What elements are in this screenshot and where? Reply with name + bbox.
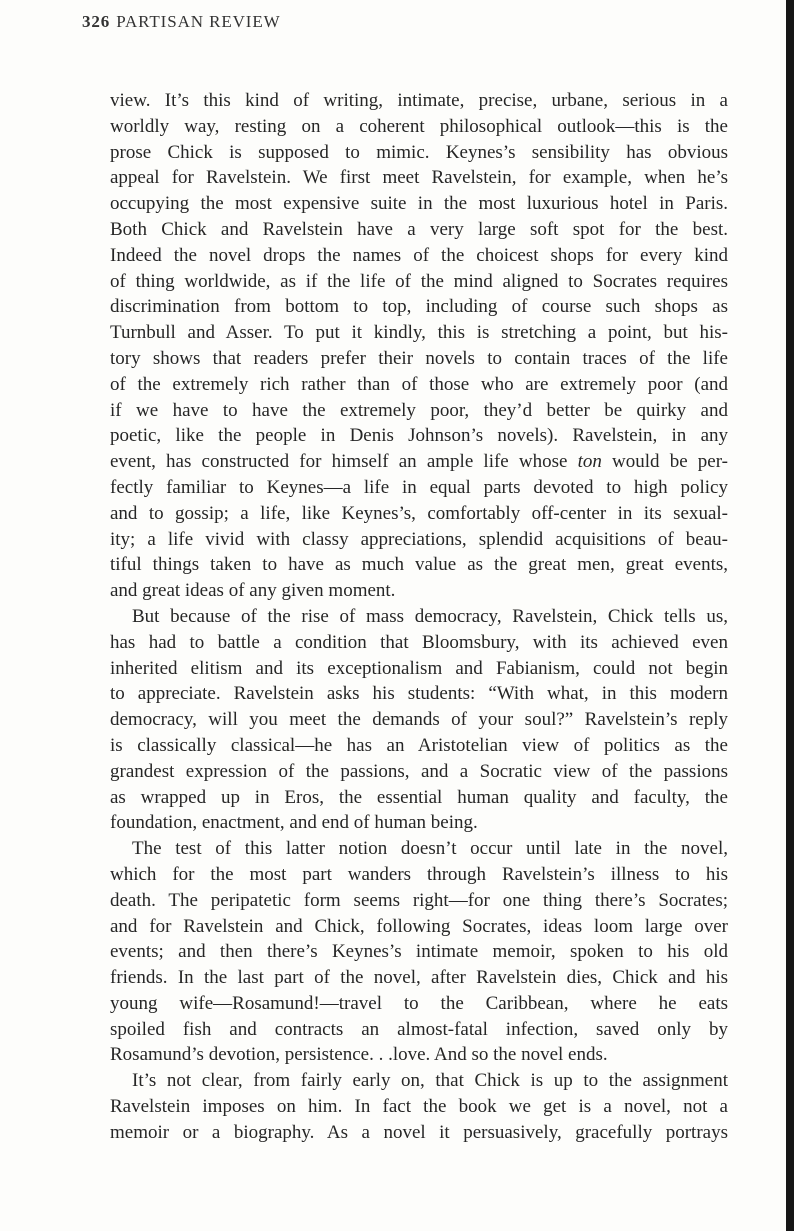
text-line: and to gossip; a life, like Keynes’s, comfortably off-center in its sexual- [110, 502, 728, 524]
italic-word: ton [577, 451, 602, 473]
paragraph [110, 88, 728, 604]
text-line: death. The peripatetic form seems right—for one thing there’s Socrates; [110, 889, 728, 911]
text-line: of the extremely rich rather than of those who are extremely poor (and [110, 373, 728, 395]
text-line: discrimination from bottom to top, including of course such shops as [110, 296, 728, 318]
text-line: occupying the most expensive suite in the most luxurious hotel in Paris. [110, 193, 728, 215]
text-line: grandest expression of the passions, and a Socratic view of the passions [110, 760, 728, 782]
text-line: fectly familiar to Keynes—a life in equal parts devoted to high policy [110, 476, 728, 498]
text-line: tiful things taken to have as much value as the great men, great events, [110, 554, 728, 576]
text-line: The test of this latter notion doesn’t occur until late in the novel, [132, 838, 728, 860]
paragraph [110, 836, 728, 1068]
running-head [82, 12, 281, 32]
text-line: democracy, will you meet the demands of your soul?” Ravelstein’s reply [110, 709, 728, 731]
text-line: Rosamund’s devotion, persistence. . .love. And so the novel ends. [110, 1044, 608, 1066]
paragraph [110, 1068, 728, 1145]
text-line: Both Chick and Ravelstein have a very large soft spot for the best. [110, 218, 728, 240]
text-line: view. It’s this kind of writing, intimate, precise, urbane, serious in a [110, 90, 728, 111]
text-line: and great ideas of any given moment. [110, 580, 396, 602]
page-number: 326 [82, 12, 111, 31]
paragraph [110, 604, 728, 836]
text-line: and for Ravelstein and Chick, following Socrates, ideas loom large over [110, 915, 728, 937]
text-line: inherited elitism and its exceptionalism and Fabianism, could not begin [110, 657, 728, 679]
text-line: has had to battle a condition that Bloomsbury, with its achieved even [110, 631, 728, 653]
text-line: as wrapped up in Eros, the essential human quality and faculty, the [110, 786, 728, 808]
text-run: event, has constructed for himself an ample life whose [110, 451, 578, 473]
text-line: friends. In the last part of the novel, after Ravelstein dies, Chick and his [110, 967, 728, 989]
text-line: poetic, like the people in Denis Johnson’s novels). Ravelstein, in any [110, 425, 728, 447]
body-text [110, 88, 728, 1146]
journal-title: PARTISAN REVIEW [116, 12, 281, 31]
text-line: memoir or a biography. As a novel it persuasively, gracefully portrays [110, 1121, 728, 1143]
text-line: ity; a life vivid with classy appreciations, splendid acquisitions of beau- [110, 528, 728, 550]
text-run: would be per- [601, 451, 729, 473]
text-line: It’s not clear, from fairly early on, that Chick is up to the assignment [132, 1070, 728, 1092]
text-line: to appreciate. Ravelstein asks his students: “With what, in this modern [110, 683, 728, 705]
text-line: worldly way, resting on a coherent philosophical outlook—this is the [110, 115, 728, 137]
text-line: is classically classical—he has an Aristotelian view of politics as the [110, 734, 728, 756]
text-line: prose Chick is supposed to mimic. Keynes’s sensibility has obvious [110, 141, 728, 163]
text-line: appeal for Ravelstein. We first meet Ravelstein, for example, when he’s [110, 167, 728, 189]
text-line: foundation, enactment, and end of human being. [110, 812, 478, 834]
text-line: Indeed the novel drops the names of the choicest shops for every kind [110, 244, 728, 266]
text-line: But because of the rise of mass democracy, Ravelstein, Chick tells us, [132, 605, 728, 627]
text-line: of thing worldwide, as if the life of the mind aligned to Socrates requires [110, 270, 728, 292]
text-line: events; and then there’s Keynes’s intimate memoir, spoken to his old [110, 941, 728, 963]
page-edge-shadow [786, 0, 794, 1231]
text-line: young wife—Rosamund!—travel to the Caribbean, where he eats [110, 992, 728, 1014]
text-line: tory shows that readers prefer their novels to contain traces of the life [110, 347, 728, 369]
text-line: Ravelstein imposes on him. In fact the book we get is a novel, not a [110, 1096, 728, 1118]
text-line: if we have to have the extremely poor, they’d better be quirky and [110, 399, 728, 421]
text-line: spoiled fish and contracts an almost-fatal infection, saved only by [110, 1018, 728, 1040]
text-line: which for the most part wanders through Ravelstein’s illness to his [110, 863, 728, 885]
text-line [110, 449, 728, 475]
text-line: Turnbull and Asser. To put it kindly, this is stretching a point, but his- [110, 322, 728, 344]
